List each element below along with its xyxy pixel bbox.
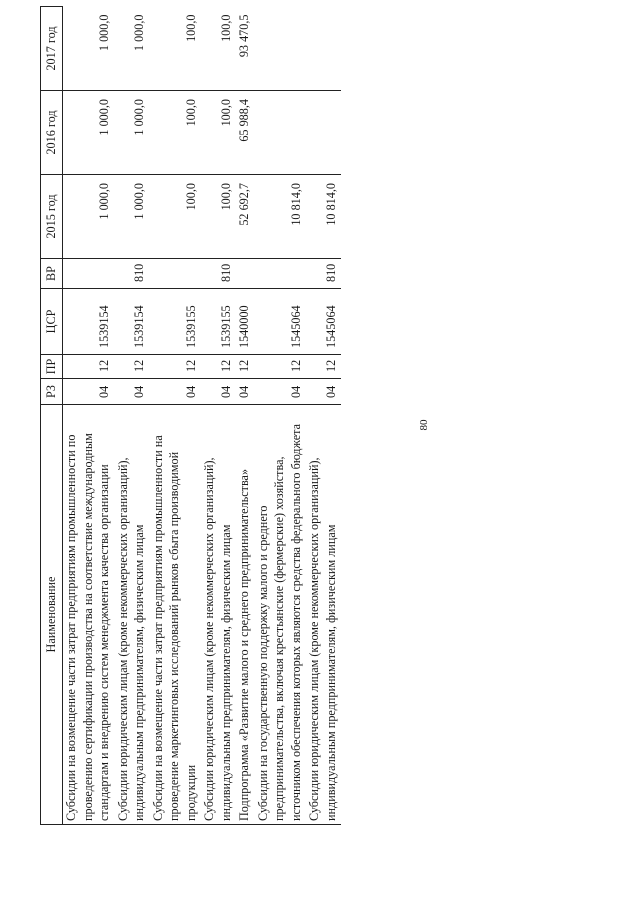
row-rz: 04 <box>63 379 115 405</box>
row-csr: 1545064 <box>306 289 341 355</box>
table-row <box>63 7 115 825</box>
row-value-2016: 65 988,4 <box>236 91 255 175</box>
row-value-2015: 10 814,0 <box>255 175 307 259</box>
row-name: Субсидии на возмещение части затрат предприятиям промышленности по проведению сертификации производства на соответствие международным стандартам и внедрению систем менеджмента качества организации <box>63 405 115 825</box>
row-vr <box>236 259 255 289</box>
row-value-2017: 93 470,5 <box>236 7 255 91</box>
row-value-2017 <box>255 7 307 91</box>
row-value-2017: 1 000,0 <box>63 7 115 91</box>
row-pr: 12 <box>115 355 150 379</box>
table-row <box>306 7 341 825</box>
table-body <box>63 7 342 825</box>
row-name: Субсидии юридическим лицам (кроме некоммерческих организаций), индивидуальным предпринимателям, физическим лицам <box>201 405 236 825</box>
row-rz: 04 <box>115 379 150 405</box>
row-value-2015: 100,0 <box>201 175 236 259</box>
row-pr: 12 <box>306 355 341 379</box>
row-value-2016 <box>255 91 307 175</box>
row-value-2015: 1 000,0 <box>63 175 115 259</box>
row-vr: 810 <box>201 259 236 289</box>
row-csr: 1539155 <box>150 289 202 355</box>
row-pr: 12 <box>255 355 307 379</box>
header-2015: 2015 год <box>41 175 63 259</box>
row-vr: 810 <box>115 259 150 289</box>
row-vr: 810 <box>306 259 341 289</box>
row-csr: 1540000 <box>236 289 255 355</box>
row-value-2015: 1 000,0 <box>115 175 150 259</box>
budget-table <box>40 6 341 825</box>
row-value-2016: 1 000,0 <box>63 91 115 175</box>
row-value-2015: 10 814,0 <box>306 175 341 259</box>
row-csr: 1545064 <box>255 289 307 355</box>
table-row <box>236 7 255 825</box>
row-value-2016 <box>306 91 341 175</box>
table-row <box>201 7 236 825</box>
row-rz: 04 <box>236 379 255 405</box>
row-value-2017 <box>306 7 341 91</box>
row-value-2015: 100,0 <box>150 175 202 259</box>
table-row <box>115 7 150 825</box>
row-pr: 12 <box>236 355 255 379</box>
row-csr: 1539154 <box>115 289 150 355</box>
row-csr: 1539154 <box>63 289 115 355</box>
row-value-2016: 1 000,0 <box>115 91 150 175</box>
row-vr <box>255 259 307 289</box>
row-value-2015: 52 692,7 <box>236 175 255 259</box>
row-vr <box>63 259 115 289</box>
header-2017: 2017 год <box>41 7 63 91</box>
header-pr: ПР <box>41 355 63 379</box>
row-rz: 04 <box>150 379 202 405</box>
row-value-2017: 1 000,0 <box>115 7 150 91</box>
header-csr: ЦСР <box>41 289 63 355</box>
table-header-row <box>41 7 63 825</box>
row-value-2017: 100,0 <box>150 7 202 91</box>
page-number: 80 <box>418 419 430 431</box>
header-name: Наименование <box>41 405 63 825</box>
table-row <box>255 7 307 825</box>
row-csr: 1539155 <box>201 289 236 355</box>
row-name: Субсидии на государственную поддержку малого и среднего предпринимательства, включая крестьянские (фермерские) хозяйства, источником обеспечения которых являются средства федерального бюджета <box>255 405 307 825</box>
row-pr: 12 <box>201 355 236 379</box>
row-name: Субсидии на возмещение части затрат предприятиям промышленности на проведение маркетинговых исследований рынков сбыта производимой продукции <box>150 405 202 825</box>
row-rz: 04 <box>255 379 307 405</box>
row-value-2016: 100,0 <box>150 91 202 175</box>
row-value-2016: 100,0 <box>201 91 236 175</box>
row-name: Субсидии юридическим лицам (кроме некоммерческих организаций), индивидуальным предпринимателям, физическим лицам <box>306 405 341 825</box>
row-name: Подпрограмма «Развитие малого и среднего предпринимательства» <box>236 405 255 825</box>
row-rz: 04 <box>201 379 236 405</box>
row-pr: 12 <box>150 355 202 379</box>
header-2016: 2016 год <box>41 91 63 175</box>
header-rz: РЗ <box>41 379 63 405</box>
table-row <box>150 7 202 825</box>
row-pr: 12 <box>63 355 115 379</box>
row-name: Субсидии юридическим лицам (кроме некоммерческих организаций), индивидуальным предпринимателям, физическим лицам <box>115 405 150 825</box>
row-rz: 04 <box>306 379 341 405</box>
row-vr <box>150 259 202 289</box>
row-value-2017: 100,0 <box>201 7 236 91</box>
header-vr: ВР <box>41 259 63 289</box>
